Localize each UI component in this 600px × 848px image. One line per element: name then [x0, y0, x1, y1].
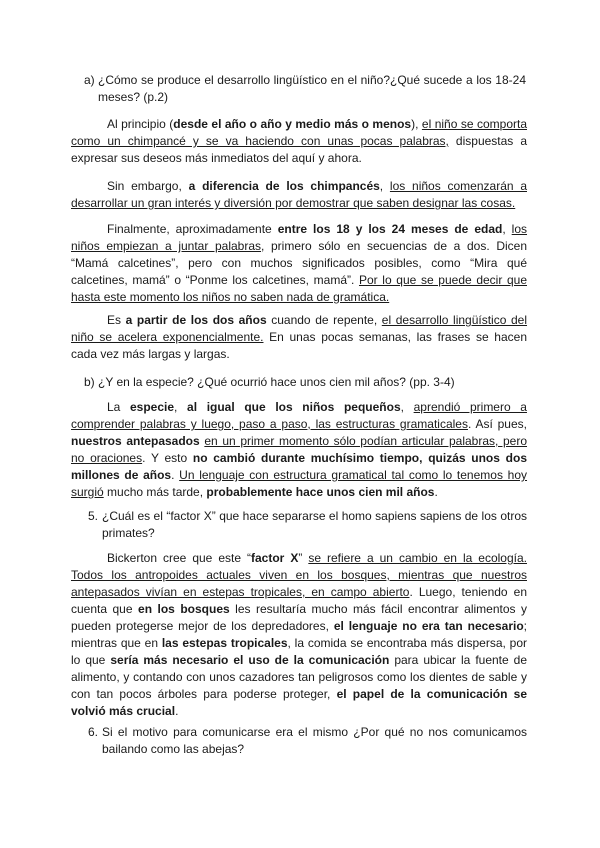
text-run: ,	[379, 179, 390, 193]
text-run: La	[107, 400, 130, 414]
bold-run: a diferencia de los chimpancés	[188, 179, 380, 193]
question-a-label: a)	[84, 73, 95, 87]
text-run: Al principio (	[107, 117, 174, 131]
underlined-run: en un primer momento sólo podían articular palabras, pero no oraciones	[71, 434, 528, 465]
question-5-label: 5.	[88, 509, 99, 523]
text-run: Sin embargo,	[107, 179, 189, 193]
paragraph-sin-embargo	[71, 178, 527, 212]
text-run: ,	[400, 400, 414, 414]
text-run: para ubicar la fuente de alimento, y contando con unos cazadores tan peligrosos como los dientes de sable y con tan pocos árboles para poderse proteger,	[71, 653, 528, 701]
bold-run: nuestros antepasados	[71, 434, 200, 448]
text-run: cuando de repente,	[266, 313, 382, 327]
underlined-run: aprendió primero a comprender palabras y luego, paso a paso, las estructuras gramaticales	[71, 400, 527, 431]
text-run: . Y esto	[142, 451, 193, 465]
question-b	[84, 374, 526, 391]
text-run: Es	[107, 313, 126, 327]
underlined-run: los niños comenzarán a desarrollar un gran interés y diversión por demostrar que saben designar las cosas.	[71, 179, 527, 210]
bold-run: no cambió durante muchísimo tiempo, quizás unos dos millones de años	[71, 451, 527, 482]
underlined-run: el desarrollo lingüístico del niño se acelera exponencialmente.	[71, 313, 528, 344]
text-run: les resultaría mucho más fácil encontrar alimentos y pueden protegerse mejor de los depredadores,	[71, 602, 527, 633]
paragraph-es-a-partir	[71, 312, 527, 363]
question-6	[88, 724, 527, 758]
paragraph-bickerton	[71, 550, 527, 720]
text-run: mucho más tarde,	[103, 485, 207, 499]
text-run: ; mientras que en	[71, 619, 528, 650]
bold-run: en los bosques	[138, 602, 230, 616]
bold-run: desde el año o año y medio más o menos	[173, 117, 412, 131]
underlined-run: Un lenguaje con estructura gramatical tal como lo tenemos hoy surgió	[71, 468, 528, 499]
underlined-run: se refiere a un cambio en la ecología. Todos los antropoides actuales viven en los bosques, mientras que nuestros antepasados vivían en estepas tropicales, en campo abierto	[71, 551, 527, 599]
text-run: , la comida se encontraba más dispersa, por lo que	[71, 636, 528, 667]
paragraph-la-especie	[71, 399, 527, 501]
text-run: En unas pocas semanas, las frases se hacen cada vez más largas y largas.	[71, 330, 527, 361]
underlined-run: Por lo que se puede decir que hasta este momento los niños no saben nada de gramática.	[71, 273, 527, 304]
bold-run: las estepas tropicales	[161, 636, 288, 650]
question-a	[84, 72, 526, 106]
question-5-text: ¿Cuál es el “factor X” que hace separarse el homo sapiens sapiens de los otros primates?	[102, 509, 527, 540]
text-run: Finalmente, aproximadamente	[107, 222, 278, 236]
bold-run: sería más necesario el uso de la comunicación	[110, 653, 390, 667]
question-6-label: 6.	[88, 725, 99, 739]
paragraph-al-principio	[71, 116, 527, 167]
text-run: ”	[298, 551, 309, 565]
bold-run: factor X	[251, 551, 299, 565]
underlined-run: el niño se comporta como un chimpancé y se va haciendo con unas pocas palabras,	[71, 117, 527, 148]
question-b-text: ¿Y en la especie? ¿Qué ocurrió hace unos cien mil años? (pp. 3-4)	[98, 375, 455, 389]
text-run: . Luego, teniendo en cuenta que	[71, 585, 527, 616]
text-run: . Así pues,	[467, 417, 527, 431]
bold-run: entre los 18 y los 24 meses de edad	[277, 222, 503, 236]
text-run: .	[171, 468, 180, 482]
question-b-label: b)	[84, 375, 95, 389]
bold-run: el papel de la comunicación se volvió más crucial	[71, 687, 528, 718]
text-run: ,	[502, 222, 512, 236]
text-run: dispuestas a expresar sus deseos más inmediatos del aquí y ahora.	[71, 134, 528, 165]
text-run: .	[175, 704, 179, 718]
text-run: ,	[174, 400, 188, 414]
underlined-run: los niños empiezan a juntar palabras	[71, 222, 528, 253]
text-run: .	[434, 485, 438, 499]
question-6-text: Si el motivo para comunicarse era el mismo ¿Por qué no nos comunicamos bailando como las abejas?	[102, 725, 527, 756]
bold-run: especie	[130, 400, 175, 414]
question-5	[88, 508, 527, 542]
paragraph-finalmente	[71, 221, 527, 306]
question-a-text: ¿Cómo se produce el desarrollo lingüístico en el niño?¿Qué sucede a los 18-24 meses? (p.2)	[98, 73, 526, 104]
bold-run: probablemente hace unos cien mil años	[206, 485, 435, 499]
text-run: , primero sólo en secuencias de a dos. Dicen “Mamá calcetines”, pero con muchos significados posibles, como “Mira qué calcetines, mamá” o “Ponme los calcetines, mamá”.	[71, 239, 527, 287]
bold-run: el lenguaje no era tan necesario	[333, 619, 524, 633]
bold-run: a partir de los dos años	[125, 313, 267, 327]
text-run: Bickerton cree que este “	[107, 551, 251, 565]
text-run: ),	[411, 117, 422, 131]
bold-run: al igual que los niños pequeños	[187, 400, 401, 414]
